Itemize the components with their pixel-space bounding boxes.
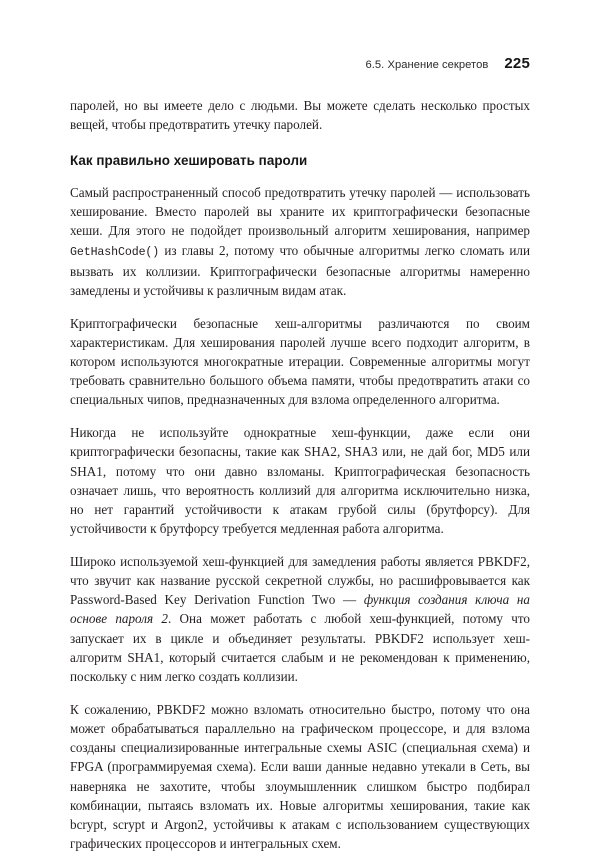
page-number: 225 [504, 55, 530, 72]
inline-code-gethashcode: GetHashCode() [70, 245, 160, 259]
paragraph-pbkdf2-text-before-italic: Широко используемой хеш-функцией для замедления работы является PBKDF2, что звучит как название русской секретной службы, но расшифровывается как Password-Based Key Derivation Function Two — [70, 553, 530, 608]
paragraph-pbkdf2-text-after-italic: . Она может работать с любой хеш-функцией, потому что запускает их в цикле и объединяет результаты. PBKDF2 использует хеш-алгоритм SHA1, который считается слабым и не рекомендован к применению, поскольку с ним легко создать коллизии. [70, 611, 531, 685]
paragraph-single-pass-warning: Никогда не используйте однократные хеш-функции, даже если они криптографически безопасны, такие как SHA2, SHA3 или, не дай бог, MD5 или SHA1, потому что они давно взломаны. Криптографическая безопасность означает лишь, что вероятность коллизий для алгоритма исключительно низка, но нет гарантий устойчивости к атакам грубой силы (брутфорсу). Для устойчивости к брутфорсу требуется медленная работа алгоритма. [70, 425, 530, 537]
italic-translation-pbkdf2: функция создания ключа на основе пароля 2 [70, 592, 530, 627]
section-heading: Как правильно хешировать пароли [70, 153, 308, 169]
paragraph-algorithm-characteristics: Криптографически безопасные хеш-алгоритмы различаются по своим характеристикам. Для хеширования паролей лучше всего подходит алгоритм, в котором используются многократные итерации. Современные алгоритмы могут требовать сравнительно большого объема памяти, чтобы предотвратить атаки со специальных чипов, предназначенных для взлома определенного алгоритма. [70, 315, 530, 408]
paragraph-hashing-intro [70, 183, 530, 300]
running-head [70, 55, 530, 75]
paragraph-hashing-intro-text-after-code: из главы 2, потому что обычные алгоритмы легко сломать или вызвать их коллизии. Криптографически безопасные алгоритмы намеренно замедлены и устойчивы к различным видам атак. [70, 242, 530, 298]
paragraph-intro: паролей, но вы имеете дело с людьми. Вы можете сделать несколько простых вещей, чтобы предотвратить утечку паролей. [70, 98, 530, 133]
body-text-block [70, 96, 530, 853]
paragraph-pbkdf2-weaknesses: К сожалению, PBKDF2 можно взломать относительно быстро, потому что она может обрабатываться параллельно на графическом процессоре, и для взлома созданы специализированные интегральные схемы ASIC (специальная схема) и FPGA (программируемая схема). Если ваши данные недавно утекали в Сеть, вы наверняка не захотите, чтобы злоумышленник слишком быстро подбирал комбинации, пытаясь взломать их. Новые алгоритмы хеширования, такие как bcrypt, scrypt и Argon2, устойчивы к атакам с использованием существующих графических процессоров и интегральных схем. [70, 701, 530, 852]
running-head-section-title: 6.5. Хранение секретов [365, 59, 489, 71]
paragraph-pbkdf2 [70, 552, 530, 686]
paragraph-hashing-intro-text-before-code: Самый распространенный способ предотвратить утечку паролей — использовать хеширование. Вместо паролей вы храните их криптографически безопасные хеши. Для этого не подойдет произвольный алгоритм хеширования, например [70, 184, 530, 239]
